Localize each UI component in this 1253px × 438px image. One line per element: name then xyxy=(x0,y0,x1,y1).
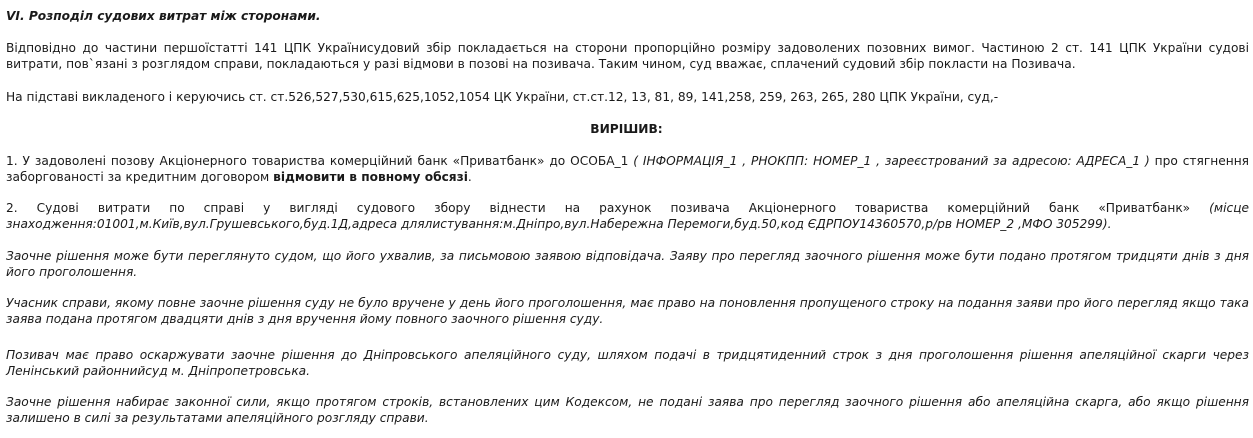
paragraph-appeal-right: Позивач має право оскаржувати заочне рішення до Дніпровського апеляційного суду, шляхом подачі в тридцятиденний строк з дня проголошення рішення апеляційної скарги через Ленінський районнийсуд м. Дніпропетровська. xyxy=(6,348,1249,378)
section-heading: VI. Розподіл судових витрат між сторонами. xyxy=(6,9,321,23)
decision-title: ВИРІШИВ: xyxy=(590,122,663,136)
decision-2-text: 2. Судові витрати по справі у вигляді судового збору віднести на рахунок позивача Акціонерного товариства комерційний банк «Приватбанк» xyxy=(6,201,1210,215)
decision-1-text: 1. У задоволені позову Акціонерного товариства комерційний банк «Приватбанк» до ОСОБА_1 xyxy=(6,154,634,168)
paragraph-decision-2 xyxy=(6,200,1249,232)
paragraph-decision-1 xyxy=(6,153,1249,185)
decision-1-middle: про стягнення заборгованості за кредитним договором xyxy=(6,154,1249,184)
paragraph-deadline-renewal: Учасник справи, якому повне заочне рішення суду не було вручене у день його проголошення, має право на поновлення пропущеного строку на подання заяви про його перегляд якщо така заява подана протягом двадцяти днів з дня вручення йому повного заочного рішення суду. xyxy=(6,296,1249,326)
paragraph-legal-force: Заочне рішення набирає законної сили, якщо протягом строків, встановлених цим Кодексом, не подані заява про перегляд заочного рішення або апеляційна скарга, або якщо рішення залишено в силі за результатами апеляційного розгляду справи. xyxy=(6,395,1249,425)
paragraph-legal-basis: На підставі викладеного і керуючись ст. ст.526,527,530,615,625,1052,1054 ЦК України, ст.ст.12, 13, 81, 89, 141,258, 259, 263, 265, 280 ЦПК України, суд,- xyxy=(6,90,999,104)
plaintiff-details: (місце знаходження:01001,м.Київ,вул.Грушевського,буд.1Д,адреса длялистування:м.Дніпро,вул.Набережна Перемоги,буд.50,код ЄДРПОУ14360570,р/рв НОМЕР_2 ,МФО 305299). xyxy=(6,201,1249,231)
defendant-details: ( ІНФОРМАЦІЯ_1 , РНОКПП: НОМЕР_1 , зареєстрований за адресою: АДРЕСА_1 ) xyxy=(633,154,1150,168)
decision-1-end: . xyxy=(467,170,472,184)
paragraph-court-fee-allocation: Відповідно до частини першоїстатті 141 ЦПК Українисудовий збір покладається на сторони пропорційно розміру задоволених позовних вимог. Частиною 2 ст. 141 ЦПК України судові витрати, пов`язані з розглядом справи, покладаються у разі відмови в позові на позивача. Таким чином, суд вважає, сплачений судовий збір покласти на Позивача. xyxy=(6,41,1249,71)
decision-1-verdict: відмовити в повному обсязі xyxy=(273,170,468,184)
paragraph-review-right: Заочне рішення може бути переглянуто судом, що його ухвалив, за письмовою заявою відповідача. Заяву про перегляд заочного рішення може бути подано протягом тридцяти днів з дня його проголошення. xyxy=(6,249,1249,279)
